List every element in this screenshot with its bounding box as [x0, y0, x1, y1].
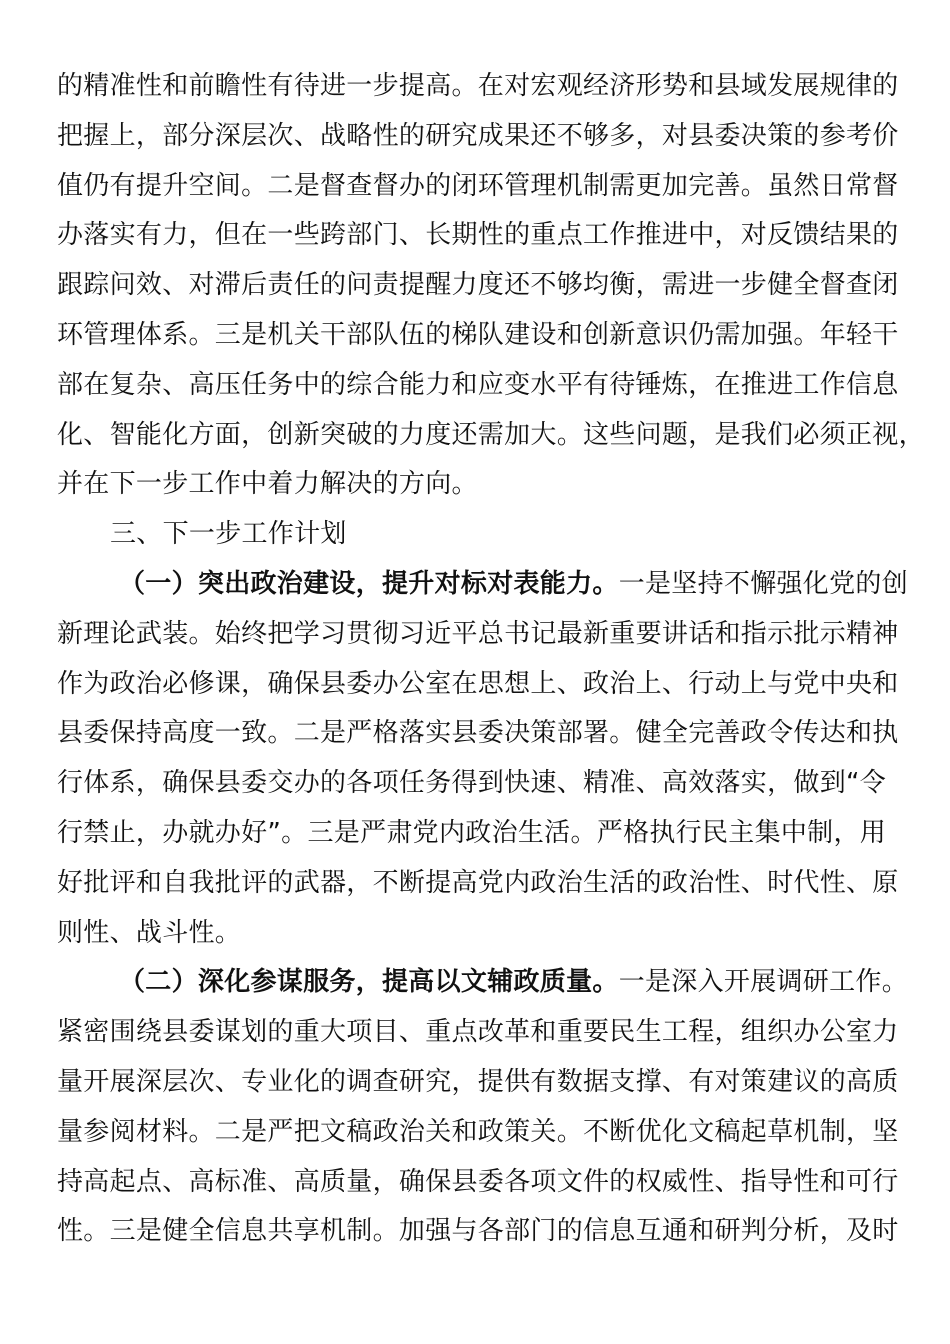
text-line: 环管理体系。三是机关干部队伍的梯队建设和创新意识仍需加强。年轻干	[57, 319, 899, 350]
text-line: 紧密围绕县委谋划的重大项目、重点改革和重要民生工程，组织办公室力	[57, 1017, 899, 1048]
text-line: 值仍有提升空间。二是督查督办的闭环管理机制需更加完善。虽然日常督	[57, 170, 899, 201]
text-line: 的精准性和前瞻性有待进一步提高。在对宏观经济形势和县域发展规律的	[57, 71, 899, 101]
text-line: 行体系，确保县委交办的各项任务得到快速、精准、高效落实，做到“令	[57, 768, 887, 799]
text-line: 行禁止，办就办好”。三是严肃党内政治生活。严格执行民主集中制，用	[57, 817, 887, 848]
text-line: 化、智能化方面，创新突破的力度还需加大。这些问题，是我们必须正视，	[57, 419, 925, 450]
text-line: 并在下一步工作中着力解决的方向。	[57, 469, 478, 500]
text-line: 把握上，部分深层次、战略性的研究成果还不够多，对县委决策的参考价	[57, 120, 899, 151]
subsection-first-line-text: 一是坚持不懈强化党的创	[618, 568, 909, 599]
subsection-title: （二）深化参谋服务，提高以文辅政质量。	[119, 967, 619, 998]
text-line: 性。三是健全信息共享机制。加强与各部门的信息互通和研判分析，及时	[57, 1216, 899, 1247]
section-heading: 三、下一步工作计划	[110, 519, 347, 550]
text-line: 跟踪问效、对滞后责任的问责提醒力度还不够均衡，需进一步健全督查闭	[57, 270, 899, 301]
text-line: 新理论武装。始终把学习贯彻习近平总书记最新重要讲话和指示批示精神	[57, 618, 899, 649]
subsection-2	[57, 958, 909, 1257]
subsection-1	[57, 560, 909, 958]
text-line: 持高起点、高标准、高质量，确保县委各项文件的权威性、指导性和可行	[57, 1166, 899, 1197]
text-line: 办落实有力，但在一些跨部门、长期性的重点工作推进中，对反馈结果的	[57, 220, 899, 251]
subsection-first-line	[57, 560, 909, 610]
subsection-first-line	[57, 958, 909, 1008]
text-line: 量开展深层次、专业化的调查研究，提供有数据支撑、有对策建议的高质	[57, 1066, 899, 1097]
text-line: 量参阅材料。二是严把文稿政治关和政策关。不断优化文稿起草机制，坚	[57, 1116, 899, 1147]
text-line: 作为政治必修课，确保县委办公室在思想上、政治上、行动上与党中央和	[57, 668, 899, 699]
document-page	[57, 62, 925, 1257]
paragraph-continuation	[57, 62, 925, 510]
text-line: 好批评和自我批评的武器，不断提高党内政治生活的政治性、时代性、原	[57, 867, 899, 898]
text-line: 县委保持高度一致。二是严格落实县委决策部署。健全完善政令传达和执	[57, 718, 899, 749]
subsection-title: （一）突出政治建设，提升对标对表能力。	[119, 568, 619, 599]
text-line: 部在复杂、高压任务中的综合能力和应变水平有待锤炼，在推进工作信息	[57, 369, 899, 400]
text-line: 则性、战斗性。	[57, 917, 242, 948]
subsection-first-line-text: 一是深入开展调研工作。	[618, 967, 909, 998]
